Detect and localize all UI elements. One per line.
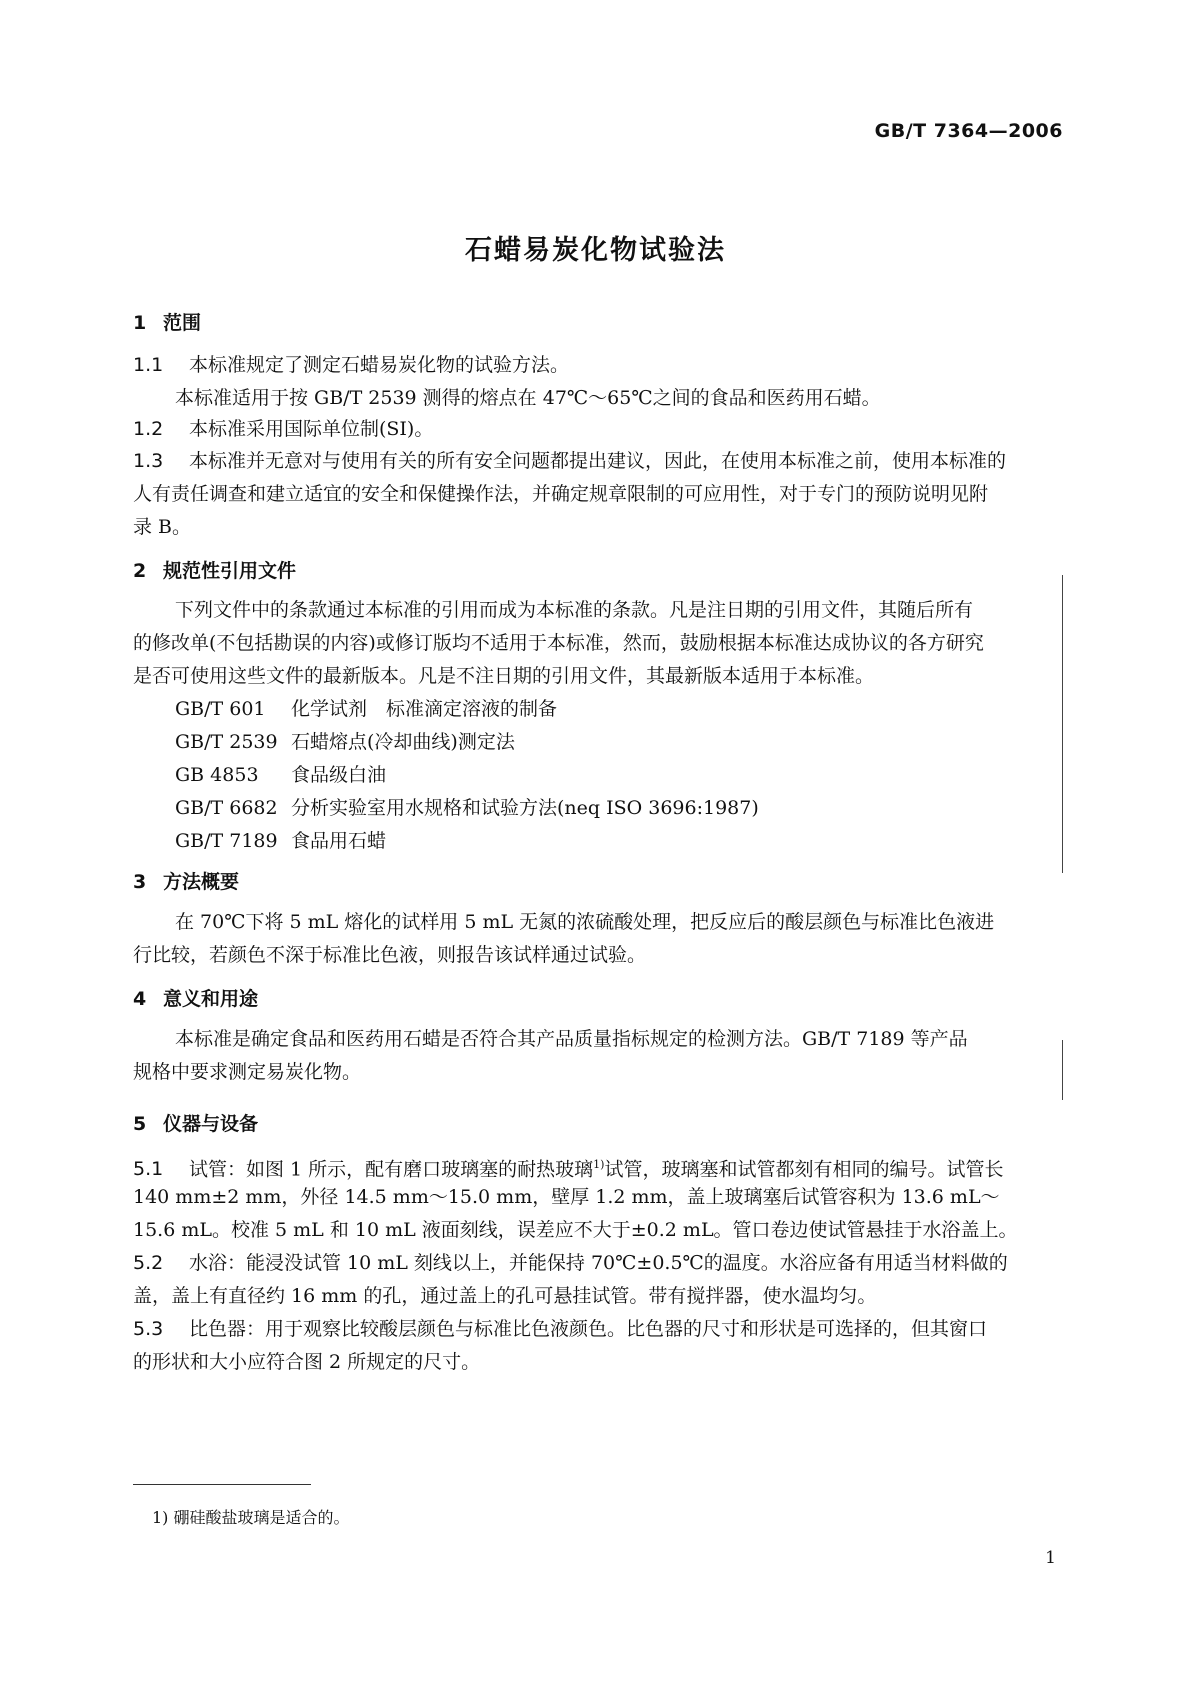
paragraph-line: 比色器：用于观察比较酸层颜色与标准比色液颜色。比色器的尺寸和形状是可选择的，但其窗口 <box>189 1318 988 1340</box>
reference-code: GB/T 2539 <box>175 731 278 753</box>
paragraph-line: 本标准并无意对与使用有关的所有安全问题都提出建议，因此，在使用本标准之前，使用本标准的 <box>189 450 1007 472</box>
reference-item <box>133 693 1061 726</box>
clause-number: 1.2 <box>133 418 164 440</box>
section-number: 2 <box>133 560 147 582</box>
reference-item <box>133 825 1061 858</box>
section-number: 4 <box>133 988 147 1010</box>
section-2-body <box>133 594 1061 858</box>
clause-number: 1.3 <box>133 450 164 472</box>
clause-1-3 <box>133 445 1061 544</box>
footnote: 1) 硼硅酸盐玻璃是适合的。 <box>152 1508 350 1527</box>
change-bar <box>1062 575 1063 873</box>
paragraph-line: 水浴：能浸没试管 10 mL 刻线以上，并能保持 70℃±0.5℃的温度。水浴应备有用适当材料做的 <box>189 1252 1008 1274</box>
section-number: 5 <box>133 1113 147 1135</box>
reference-title: 石蜡熔点(冷却曲线)测定法 <box>291 731 515 753</box>
section-title: 范围 <box>163 312 202 334</box>
clause-5-1 <box>133 1148 1061 1247</box>
section-number: 3 <box>133 871 147 893</box>
clause-5-3 <box>133 1313 1061 1379</box>
paragraph-line: 试管：如图 1 所示，配有磨口玻璃塞的耐热玻璃 <box>189 1158 594 1181</box>
reference-code: GB/T 6682 <box>175 797 278 819</box>
paragraph-line: 盖，盖上有直径约 16 mm 的孔，通过盖上的孔可悬挂试管。带有搅拌器，使水温均匀。 <box>133 1285 877 1307</box>
paragraph-line: 规格中要求测定易炭化物。 <box>133 1061 362 1083</box>
paragraph-line: 的形状和大小应符合图 2 所规定的尺寸。 <box>133 1351 481 1373</box>
change-bar <box>1062 1040 1063 1100</box>
section-title: 仪器与设备 <box>163 1113 259 1135</box>
paragraph-line: 人有责任调查和建立适宜的安全和保健操作法，并确定规章限制的可应用性，对于专门的预防说明见附 <box>133 483 989 505</box>
section-2-heading <box>133 556 296 583</box>
reference-title: 食品用石蜡 <box>291 830 387 852</box>
document-title: 石蜡易炭化物试验法 <box>465 235 726 266</box>
reference-title: 化学试剂 标准滴定溶液的制备 <box>291 698 558 720</box>
reference-title: 食品级白油 <box>291 764 387 786</box>
clause-number: 5.1 <box>133 1158 164 1181</box>
paragraph-line: 行比较，若颜色不深于标准比色液，则报告该试样通过试验。 <box>133 944 647 966</box>
footnote-marker: 1) <box>593 1158 605 1171</box>
footnote-divider <box>133 1484 311 1485</box>
clause-text: 本标准采用国际单位制(SI)。 <box>189 418 434 440</box>
paragraph-line: 在 70℃下将 5 mL 熔化的试样用 5 mL 无氮的浓硫酸处理，把反应后的酸层颜色与标准比色液进 <box>175 911 995 933</box>
page-number: 1 <box>1045 1548 1056 1568</box>
paragraph-line: 是否可使用这些文件的最新版本。凡是不注日期的引用文件，其最新版本适用于本标准。 <box>133 665 875 687</box>
standard-code: GB/T 7364—2006 <box>874 120 1063 142</box>
clause-number: 5.2 <box>133 1252 164 1274</box>
clause-number: 5.3 <box>133 1318 164 1340</box>
paragraph-line: 试管，玻璃塞和试管都刻有相同的编号。试管长 <box>604 1158 1004 1181</box>
reference-code: GB/T 7189 <box>175 830 278 852</box>
clause-text: 本标准适用于按 GB/T 2539 测得的熔点在 47℃～65℃之间的食品和医药用石蜡。 <box>175 387 881 409</box>
reference-code: GB 4853 <box>175 764 259 786</box>
reference-code: GB/T 601 <box>175 698 266 720</box>
paragraph-line: 140 mm±2 mm，外径 14.5 mm～15.0 mm，壁厚 1.2 mm，盖上玻璃塞后试管容积为 13.6 mL～ <box>133 1186 1000 1208</box>
paragraph-line: 下列文件中的条款通过本标准的引用而成为本标准的条款。凡是注日期的引用文件，其随后所有 <box>175 599 974 621</box>
section-3-heading <box>133 867 239 894</box>
reference-item <box>133 726 1061 759</box>
paragraph-line: 本标准是确定食品和医药用石蜡是否符合其产品质量指标规定的检测方法。GB/T 7189 等产品 <box>175 1028 968 1050</box>
reference-item <box>133 759 1061 792</box>
clause-text: 本标准规定了测定石蜡易炭化物的试验方法。 <box>189 354 570 376</box>
reference-item <box>133 792 1061 825</box>
section-4-heading <box>133 984 258 1011</box>
section-title: 规范性引用文件 <box>163 560 297 582</box>
paragraph-line: 15.6 mL。校准 5 mL 和 10 mL 液面刻线，误差应不大于±0.2 mL。管口卷边使试管悬挂于水浴盖上。 <box>133 1219 1018 1241</box>
section-5-heading <box>133 1109 258 1136</box>
reference-title: 分析实验室用水规格和试验方法(neq ISO 3696:1987) <box>291 797 759 819</box>
section-title: 方法概要 <box>163 871 240 893</box>
section-4-body <box>133 1023 1061 1089</box>
paragraph-line: 录 B。 <box>133 516 192 538</box>
clause-1-2 <box>133 413 1061 446</box>
clause-5-2 <box>133 1247 1061 1313</box>
section-3-body <box>133 906 1061 972</box>
section-title: 意义和用途 <box>163 988 259 1010</box>
paragraph-line: 的修改单(不包括勘误的内容)或修订版均不适用于本标准，然而，鼓励根据本标准达成协议的各方研究 <box>133 632 984 654</box>
section-1-heading <box>133 308 201 335</box>
clause-1-1 <box>133 349 1061 415</box>
section-number: 1 <box>133 312 147 334</box>
clause-number: 1.1 <box>133 354 164 376</box>
